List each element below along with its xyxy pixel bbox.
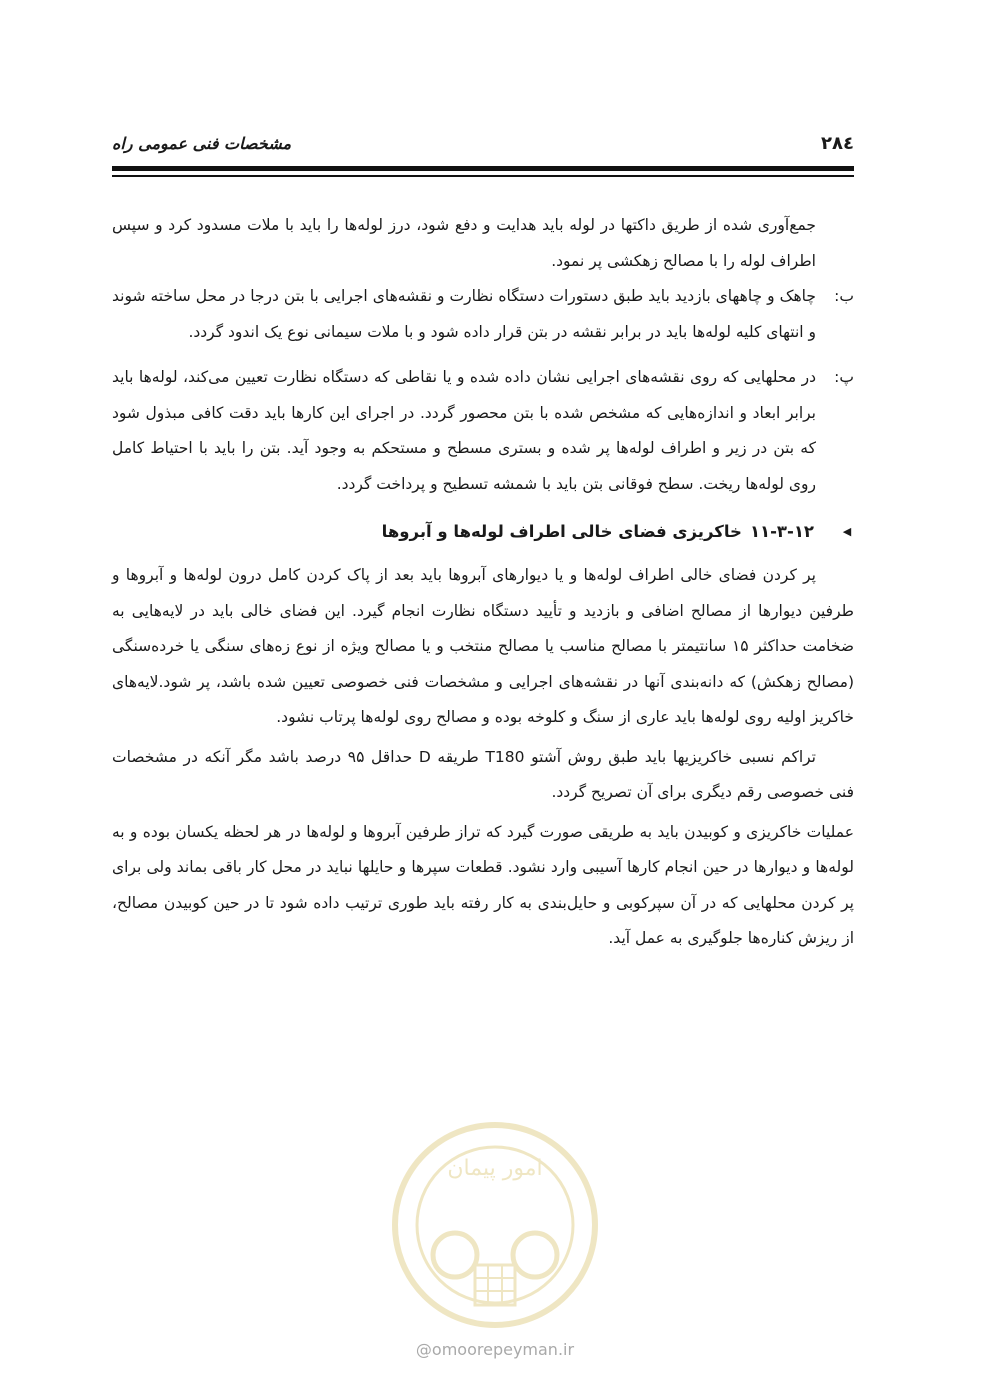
- header-rule-thick: [112, 166, 854, 171]
- section-number: ۱۱-۳-۱۲: [749, 522, 814, 541]
- at-icon: @: [415, 1340, 432, 1359]
- watermark-logo-icon: [380, 1115, 610, 1355]
- page-number: ۲۸٤: [821, 132, 854, 154]
- watermark-url: @omoorepeyman.ir: [415, 1340, 575, 1359]
- list-item-b: [112, 279, 854, 350]
- header-rule-thin: [112, 175, 854, 177]
- triangle-bullet-icon: ◀: [842, 525, 852, 538]
- body-paragraph: پر کردن فضای خالی اطراف لوله‌ها و یا دیوارهای آبروها باید بعد از پاک کردن کامل درون لوله‌ها و آبروها و طرفین دیوارها از مصالح اضافی و بازدید و تأیید دستگاه نظارت انجام گیرد. این فضای خالی باید در لایه‌هایی به ضخامت حداکثر ۱۵ سانتیمتر با مصالح مناسب یا مصالح منتخب و یا مصالح ویژه از نوع زه‌های سنگی یا خرده‌سنگی (مصالح زهکش) که دانه‌بندی آنها در نقشه‌های اجرایی و مشخصات فنی خصوصی تعیین شده باشد، پر شود.لایه‌های خاکریز اولیه روی لوله‌ها باید عاری از سنگ و کلوخه بوده و مصالح روی لوله‌ها پرتاب نشود.: [112, 566, 855, 726]
- list-item-label: پ:: [834, 368, 854, 386]
- continuation-paragraph: جمع‌آوری شده از طریق داکتها در لوله باید هدایت و دفع شود، درز لوله‌ها را باید با ملات مسدود کرد و سپس اطراف لوله را با مصالح زهکشی پر نمود.: [112, 216, 816, 270]
- section-heading: [112, 514, 854, 550]
- list-item-p: [112, 360, 854, 502]
- body-paragraph: تراکم نسبی خاکریزیها باید طبق روش آشتو T180 طریقه D حداقل ۹۵ درصد باشد مگر آنکه در مشخصات فنی خصوصی رقم دیگری برای آن تصریح گردد.: [112, 747, 854, 801]
- running-title: مشخصات فنی عمومی راه: [112, 133, 292, 153]
- body-paragraph: عملیات خاکریزی و کوبیدن باید به طریقی صورت گیرد که تراز طرفین آبروها و لوله‌ها در هر لحظه یکسان بوده و به لوله‌ها و دیوارها در حین انجام کارها آسیبی وارد نشود. قطعات سپرها و حایلها نباید در محل کار باقی بماند ولی برای پر کردن محلهایی که در آن سپرکوبی و حایل‌بندی به کار رفته باید طوری ترتیب داده شود تا در حین کوبیدن مصالح، از ریزش کناره‌ها جلوگیری به عمل آید.: [112, 822, 854, 947]
- page-header: [112, 128, 854, 158]
- section-title: خاکریزی فضای خالی اطراف لوله‌ها و آبروها: [381, 522, 742, 541]
- list-item-text: در محلهایی که روی نقشه‌های اجرایی نشان داده شده و یا نقاطی که دستگاه نظارت تعیین می‌کند، لوله‌ها باید برابر ابعاد و اندازه‌هایی که مشخص شده با بتن محصور گردد. در اجرای این کارها باید دقت کافی مبذول شود که بتن در زیر و اطراف لوله‌ها پر شده و بستری مسطح و مستحکم به وجود آید. بتن را باید با احتیاط کامل روی لوله‌ها ریخت. سطح فوقانی بتن باید با شمشه تسطیح و پرداخت گردد.: [112, 368, 816, 493]
- list-item-label: ب:: [834, 287, 854, 305]
- watermark-logo-text: امور پیمان: [447, 1156, 543, 1181]
- list-item-text: چاهک و چاههای بازدید باید طبق دستورات دستگاه نظارت و نقشه‌های اجرایی با بتن درجا در محل ساخته شوند و انتهای کلیه لوله‌ها باید در برابر نقشه در بتن قرار داده شود و با ملات سیمانی نوع یک اندود گردد.: [112, 287, 816, 341]
- page-body: [112, 208, 854, 957]
